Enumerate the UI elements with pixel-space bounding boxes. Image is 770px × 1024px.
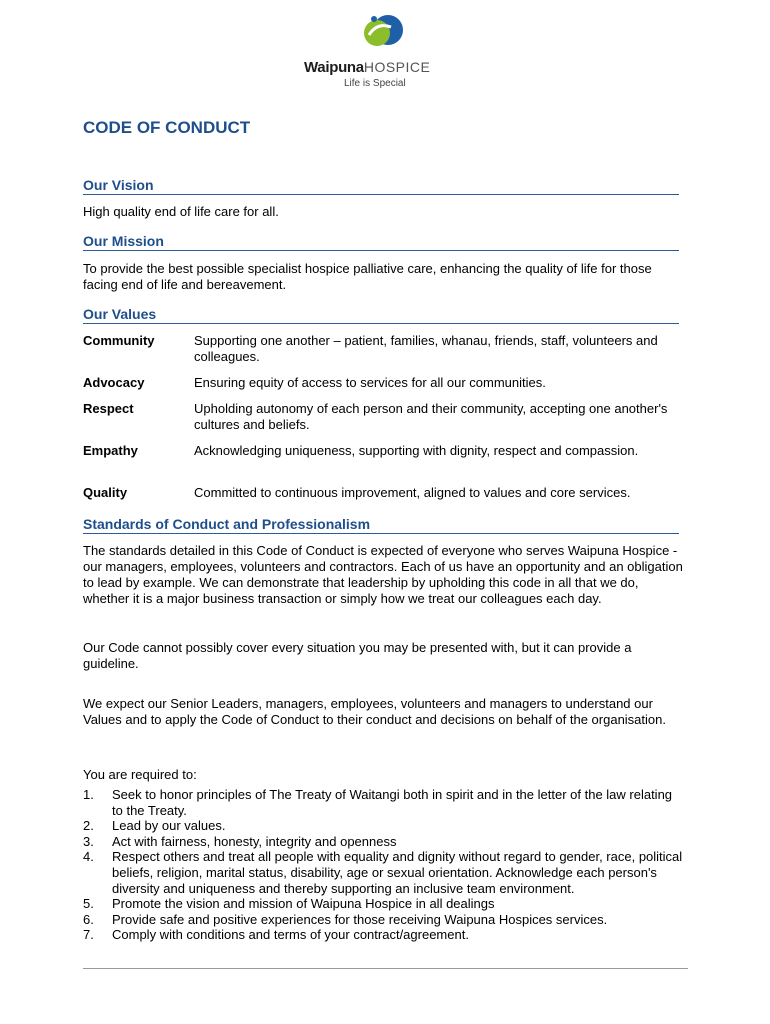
value-term-community: Community <box>83 333 155 348</box>
list-item: 3. Act with fairness, honesty, integrity and openness <box>83 833 397 849</box>
value-term-quality: Quality <box>83 485 128 500</box>
value-desc-respect: Upholding autonomy of each person and their community, accepting one another's cultures and beliefs. <box>194 401 668 432</box>
list-item: 4. Respect others and treat all people with equality and dignity without regard to gender, race, political beliefs, religion, marital status, disability, age or sexual orientation. Acknowledge each person's diversity and uniqueness and thereby supporting an inclusive team environment. <box>83 849 683 896</box>
value-desc-advocacy: Ensuring equity of access to services for all our communities. <box>194 375 546 390</box>
footer-divider <box>83 968 688 969</box>
hospice-logo-icon <box>360 10 406 50</box>
list-item: 5. Promote the vision and mission of Waipuna Hospice in all dealings <box>83 896 495 912</box>
mission-heading: Our Mission <box>83 233 679 251</box>
logo-tagline: Life is Special <box>344 78 406 89</box>
value-term-respect: Respect <box>83 401 134 416</box>
page-title: CODE OF CONDUCT <box>83 118 251 137</box>
mission-text: To provide the best possible specialist hospice palliative care, enhancing the quality of life for those facing end of life and bereavement. <box>83 261 652 292</box>
standards-paragraph-3: We expect our Senior Leaders, managers, employees, volunteers and managers to understand our Values and to apply the Code of Conduct to their conduct and decisions on behalf of the organisation. <box>83 696 666 727</box>
list-item: 7. Comply with conditions and terms of your contract/agreement. <box>83 927 469 943</box>
logo-wordmark: WaipunaHOSPICE <box>304 59 431 76</box>
value-desc-community: Supporting one another – patient, families, whanau, friends, staff, volunteers and colleagues. <box>194 333 658 364</box>
standards-heading: Standards of Conduct and Professionalism <box>83 516 679 534</box>
list-item: 1. Seek to honor principles of The Treaty of Waitangi both in spirit and in the letter of the law relating to the Treaty. <box>83 787 673 818</box>
requirements-list <box>83 787 683 943</box>
standards-paragraph-2: Our Code cannot possibly cover every situation you may be presented with, but it can provide a guideline. <box>83 640 632 671</box>
vision-text: High quality end of life care for all. <box>83 204 279 219</box>
value-term-empathy: Empathy <box>83 443 138 458</box>
hospice-logo <box>300 10 470 89</box>
value-desc-quality: Committed to continuous improvement, aligned to values and core services. <box>194 485 631 500</box>
requirements-intro: You are required to: <box>83 767 197 782</box>
vision-heading: Our Vision <box>83 177 679 195</box>
list-item: 2. Lead by our values. <box>83 818 226 834</box>
value-desc-empathy: Acknowledging uniqueness, supporting with dignity, respect and compassion. <box>194 443 639 458</box>
list-item: 6. Provide safe and positive experiences for those receiving Waipuna Hospices services. <box>83 911 608 927</box>
value-term-advocacy: Advocacy <box>83 375 145 390</box>
values-heading: Our Values <box>83 306 679 324</box>
standards-paragraph-1: The standards detailed in this Code of Conduct is expected of everyone who serves Waipuna Hospice - our managers, employees, volunteers and contractors. Each of us have an opportunity and an obligation to lead by example. We can demonstrate that leadership by upholding this code in all that we do, whether it is a major business transaction or simply how we treat our colleagues each day. <box>83 543 683 606</box>
